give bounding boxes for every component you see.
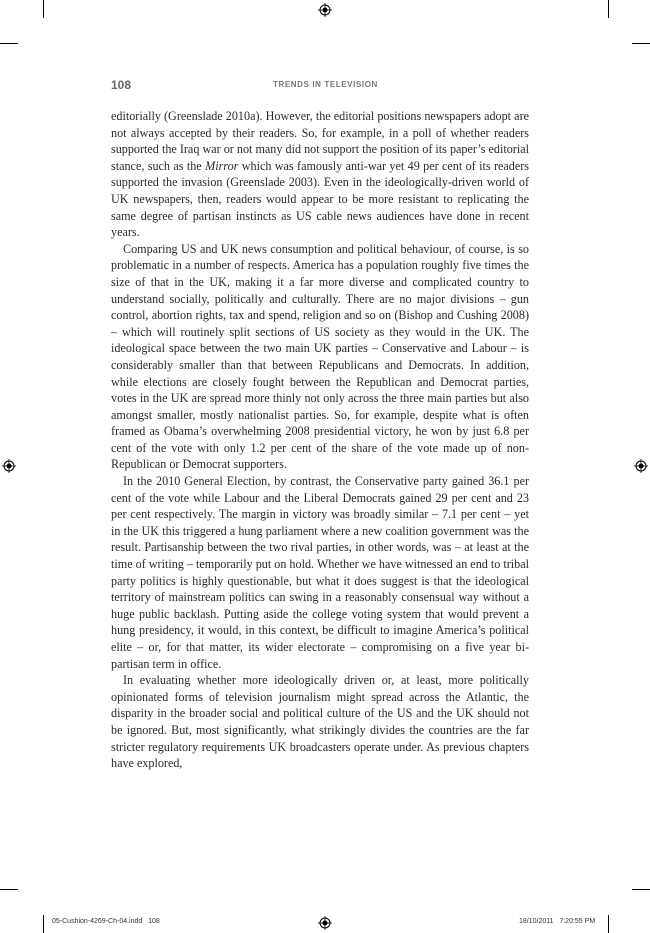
- paragraph-4: In evaluating whether more ideologically driven or, at least, more politically opinionated forms of television journalism might spread across the Atlantic, the disparity in the broader social and political culture of the US and the UK should not be ignored. But, most significantly, what strikingly divides the countries are the far stricter regulatory requirements UK broadcasters operate under. As previous chapters have explored,: [111, 673, 529, 771]
- crop-mark-left-bottom: [0, 889, 18, 890]
- crop-mark-right-bottom: [632, 889, 650, 890]
- crop-mark-left-top: [0, 43, 18, 44]
- registration-mark-right-icon: [634, 459, 648, 473]
- newspaper-title-mirror: Mirror: [205, 158, 239, 173]
- crop-mark-top-right: [608, 0, 609, 18]
- crop-mark-bottom-left: [43, 915, 44, 933]
- slug-date: 18/10/2011 7:20:55 PM: [519, 918, 596, 925]
- running-head: [111, 78, 531, 94]
- paragraph-2: Comparing US and UK news consumption and political behaviour, of course, is so problematic in a number of respects. America has a population roughly five times the size of that in the UK, making it a far more diverse and complicated country to understand socially, politically and culturally. There are no major divisions – gun control, abortion rights, tax and spend, religion and so on (Bishop and Cushing 2008) – which will routinely split sections of US society as they would in the UK. The ideological space between the two main UK parties – Conservative and Labour – is considerably smaller than that between Republicans and Democrats. In addition, while elections are closely fought between the Republican and Democrat parties, votes in the UK are spread more thinly not only across the three main parties but also amongst smaller, mostly nationalist parties. So, for example, despite what is often framed as Obama’s overwhelming 2008 presidential victory, he won by just 6.8 per cent of the vote with only 1.2 per cent of the share of the vote made up of non-Republican or Democrat supporters.: [111, 241, 529, 472]
- paragraph-1-start: editorially (Greenslade 2010a). However, the editorial positions newspapers adopt are not always accepted by their readers. So, for example, in a poll of whether readers supported the Iraq war or not many did not support the position of its paper’s editorial stance, such as the: [111, 109, 529, 173]
- running-title: TRENDS IN TELEVISION: [273, 80, 378, 89]
- registration-mark-top-icon: [318, 3, 332, 17]
- crop-mark-right-top: [632, 43, 650, 44]
- paragraph-3: In the 2010 General Election, by contrast, the Conservative party gained 36.1 per cent of the vote while Labour and the Liberal Democrats gained 29 per cent and 23 per cent respectively. The margin in victory was broadly similar – 7.1 per cent – yet in the UK this triggered a hung parliament where a new coalition government was the result. Partisanship between the two rival parties, in other words, was – at least at the time of writing – temporarily put on hold. Whether we have witnessed an end to tribal party politics is highly questionable, but what it does suggest is that the ideological territory of mainstream politics can swing in a reasonably consensual way without a huge public backlash. Putting aside the college voting system that would prevent a hung presidency, it would, in this context, be difficult to imagine America’s political elite – or, for that matter, its wider electorate – compromising on a five year bi-partisan term in office.: [111, 474, 529, 671]
- body-text: [111, 108, 529, 772]
- crop-mark-bottom-right: [608, 915, 609, 933]
- paragraph-1-end: which was famously anti-war yet 49 per cent of its readers supported the invasion (Greenslade 2003). Even in the ideologically-driven world of UK newspapers, then, readers would appear to be more resistant to replicating the same degree of partisan instincts as US cable news audiences have done in recent years.: [111, 158, 529, 240]
- paragraph-1: [111, 108, 529, 241]
- registration-mark-bottom-icon: [318, 916, 332, 930]
- crop-mark-top-left: [43, 0, 44, 18]
- registration-mark-left-icon: [2, 459, 16, 473]
- slug-file-name: 05-Cushion-4269-Ch-04.indd 108: [52, 918, 160, 925]
- page-number: 108: [111, 78, 132, 92]
